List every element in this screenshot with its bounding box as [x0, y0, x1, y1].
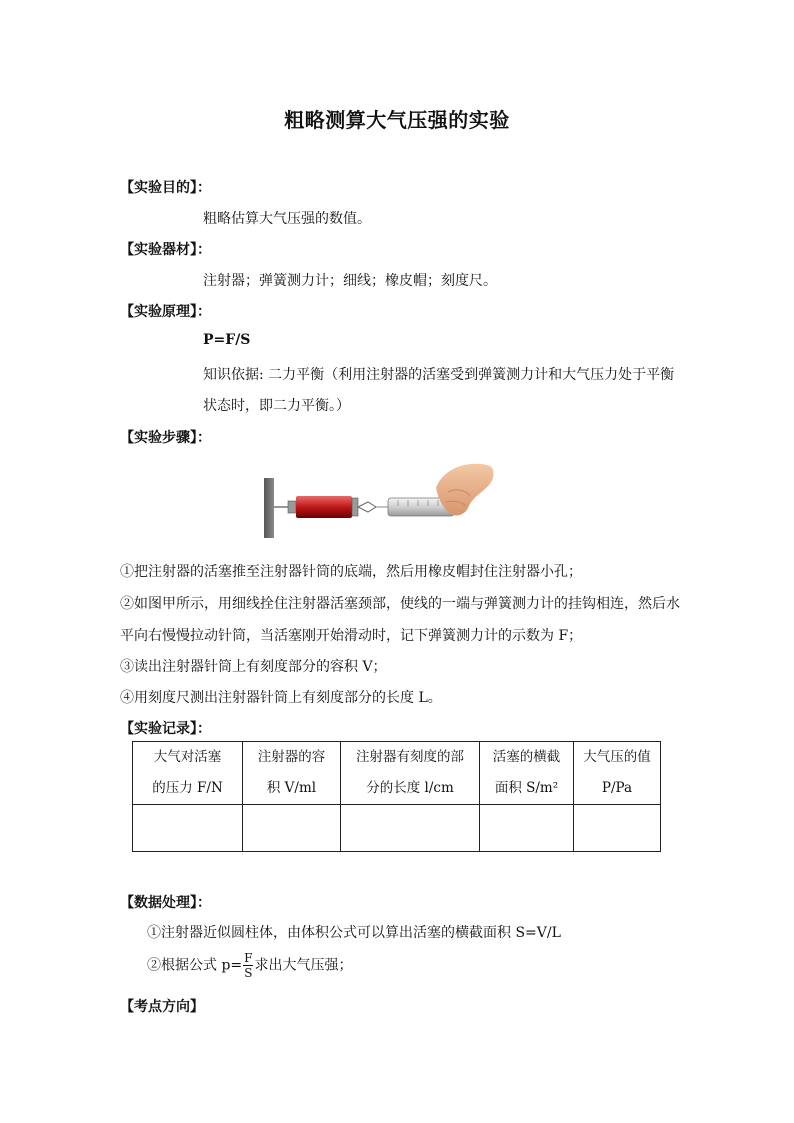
data-cell	[243, 805, 341, 852]
step-1: ①把注射器的活塞推至注射器针筒的底端，然后用橡皮帽封住注射器小孔；	[120, 564, 582, 580]
purpose-text: 粗略估算大气压强的数值。	[203, 211, 371, 227]
principle-line-2: 状态时，即二力平衡。）	[203, 398, 350, 414]
data-line-2: ②根据公式 p= $\frac{F}{S}$ 求出大气压强；	[147, 951, 353, 980]
page-title: 粗略测算大气压强的实验	[284, 108, 510, 132]
principle-heading: 【实验原理】：	[120, 304, 211, 320]
data-line-1: ①注射器近似圆柱体，由体积公式可以算出活塞的横截面积 S=V/L	[147, 925, 561, 941]
data-cell	[341, 805, 480, 852]
header-cell: 大气压的值 P/Pa	[574, 742, 661, 805]
materials-text: 注射器；弹簧测力计；细线；橡皮帽；刻度尺。	[203, 273, 497, 289]
step-2: ②如图甲所示，用细线拴住注射器活塞颈部，使线的一端与弹簧测力计的挂钩相连，然后水	[120, 596, 680, 612]
data-cell	[574, 805, 661, 852]
data-heading: 【数据处理】：	[120, 895, 211, 911]
exam-heading: 【考点方向】	[120, 999, 204, 1015]
data-cell	[133, 805, 243, 852]
data-cell	[480, 805, 574, 852]
header-cell: 注射器的容 积 V/ml	[243, 742, 341, 805]
hand	[436, 464, 493, 516]
principle-line-1: 知识依据: 二力平衡（利用注射器的活塞受到弹簧测力计和大气压力处于平衡	[203, 367, 675, 383]
record-heading: 【实验记录】：	[120, 721, 211, 737]
header-cell: 注射器有刻度的部 分的长度 l/cm	[341, 742, 480, 805]
fraction-f-over-s: $\frac{F}{S}$	[244, 951, 253, 980]
step-3: ③读出注射器针筒上有刻度部分的容积 V；	[120, 659, 387, 675]
experiment-illustration	[258, 458, 498, 542]
header-cell: 活塞的横截 面积 S/m²	[480, 742, 574, 805]
purpose-heading: 【实验目的】：	[120, 180, 211, 196]
table-header-row	[133, 742, 661, 805]
table-row	[133, 805, 661, 852]
step-2-cont: 平向右慢慢拉动针筒，当活塞刚开始滑动时，记下弹簧测力计的示数为 F；	[120, 628, 583, 644]
principle-formula: P=F/S	[203, 332, 251, 348]
wall-post	[264, 478, 274, 538]
materials-heading: 【实验器材】：	[120, 242, 211, 258]
steps-heading: 【实验步骤】：	[120, 430, 211, 446]
step-4: ④用刻度尺测出注射器针筒上有刻度部分的长度 L。	[120, 690, 442, 706]
spring-scale	[296, 496, 352, 518]
record-table	[132, 741, 661, 852]
header-cell: 大气对活塞 的压力 F/N	[133, 742, 243, 805]
